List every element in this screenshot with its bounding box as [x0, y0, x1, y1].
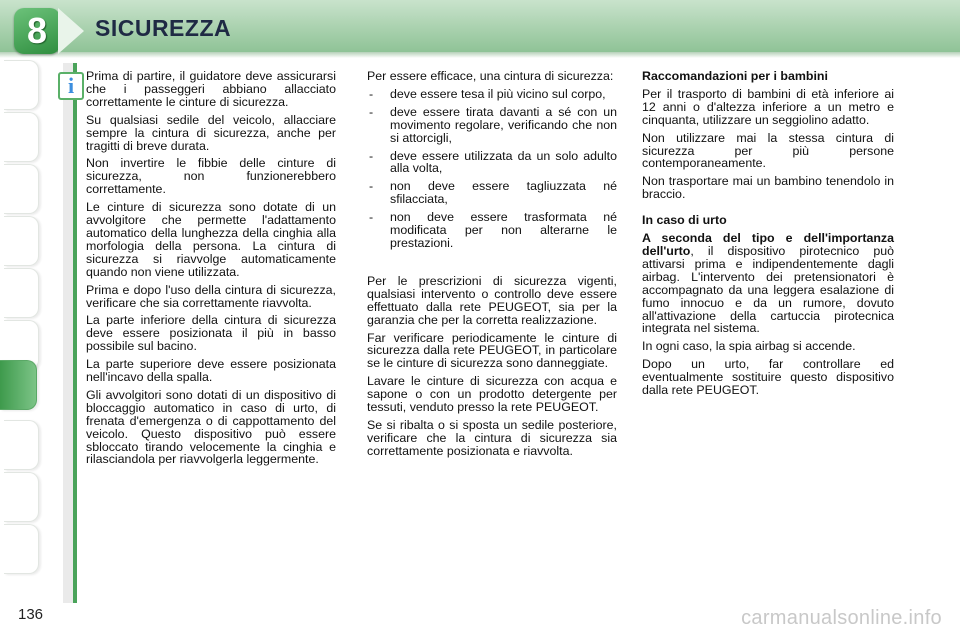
- chapter-tab-active[interactable]: [0, 360, 37, 410]
- column-1: [86, 70, 336, 471]
- column-2: [367, 70, 617, 463]
- paragraph: Le cinture di sicurezza sono dotate di un avvolgitore che permette l'adattamento automatico della lunghezza della cinghia alla morfologia della persona. La cintura di sicurezza si riavvolge automaticamente quando non viene utilizzata.: [86, 200, 336, 279]
- paragraph: La parte superiore deve essere posizionata nell'incavo della spalla.: [86, 357, 336, 385]
- intro-text: Per essere efficace, una cintura di sicurezza:: [367, 69, 614, 83]
- chapter-tab[interactable]: [4, 472, 39, 522]
- chapter-tab[interactable]: [4, 112, 39, 162]
- chapter-tab[interactable]: [4, 164, 39, 214]
- list-item: - deve essere tesa il più vicino sul corpo,: [367, 88, 617, 101]
- paragraph: [642, 232, 894, 335]
- paragraph: Non invertire le fibbie delle cinture di sicurezza, non funzionerebbero correttamente.: [86, 156, 336, 197]
- paragraph: Prima di partire, il guidatore deve assicurarsi che i passeggeri abbiano allacciato correttamente le cinture di sicurezza.: [86, 69, 336, 109]
- paragraph: Su qualsiasi sedile del veicolo, allacciare sempre la cintura di sicurezza, anche per tragitti di breve durata.: [86, 112, 336, 153]
- paragraph: Lavare le cinture di sicurezza con acqua e sapone o con un prodotto detergente per tessuti, venduto presso la rete PEUGEOT.: [367, 374, 617, 415]
- list-item: - non deve essere tagliuzzata né sfilacciata,: [367, 180, 617, 206]
- chapter-number-badge: 8: [14, 8, 60, 54]
- paragraph: Per le prescrizioni di sicurezza vigenti, qualsiasi intervento o controllo deve essere effettuato dalla rete PEUGEOT, sia per la garanzia che per la corretta realizzazione.: [367, 273, 617, 327]
- chapter-tab[interactable]: [4, 524, 39, 574]
- paragraph: Se si ribalta o si sposta un sedile posteriore, verificare che la cintura di sicurezza sia correttamente posizionata e riavvolta.: [367, 417, 617, 458]
- paragraph: Non utilizzare mai la stessa cintura di sicurezza per più persone contemporaneamente.: [642, 130, 894, 171]
- chapter-tabs: [0, 60, 40, 580]
- bold-lead: A seconda del tipo e dell'importanza dell'urto: [642, 231, 894, 258]
- page-number: 136: [18, 606, 44, 623]
- paragraph: La parte inferiore della cintura di sicurezza deve essere posizionata il più in basso possibile sul bacino.: [86, 313, 336, 354]
- section-heading-crash: In caso di urto: [642, 213, 727, 228]
- chapter-tab[interactable]: [4, 420, 39, 470]
- paragraph: Per il trasporto di bambini di età inferiore ai 12 anni o d'altezza inferiore a un metro e cinquanta, utilizzare un seggiolino adatto.: [642, 86, 894, 127]
- chapter-tab[interactable]: [4, 60, 39, 110]
- paragraph: Far verificare periodicamente le cinture di sicurezza dalla rete PEUGEOT, in particolare se le cinture di sicurezza sono danneggiate.: [367, 330, 617, 371]
- list-item: - deve essere utilizzata da un solo adulto alla volta,: [367, 150, 617, 176]
- chapter-tab[interactable]: [4, 268, 39, 318]
- spacer: [367, 255, 617, 275]
- watermark: carmanualsonline.info: [741, 607, 942, 629]
- chapter-tab[interactable]: [4, 216, 39, 266]
- badge-arrow: [58, 8, 84, 54]
- paragraph: Non trasportare mai un bambino tenendolo in braccio.: [642, 174, 894, 202]
- requirements-list: [367, 88, 617, 250]
- section-heading-children: Raccomandazioni per i bambini: [642, 69, 828, 83]
- paragraph: Dopo un urto, far controllare ed eventualmente sostituire questo dispositivo dalla rete PEUGEOT.: [642, 357, 894, 398]
- info-icon: i: [58, 72, 84, 100]
- page-title: SICUREZZA: [95, 15, 232, 41]
- list-item: - non deve essere trasformata né modificata per non alterarne le prestazioni.: [367, 211, 617, 250]
- column-3: [642, 70, 894, 402]
- list-item: - deve essere tirata davanti a sé con un movimento regolare, verificando che non si attorcigli,: [367, 106, 617, 145]
- paragraph: In ogni caso, la spia airbag si accende.: [642, 339, 856, 354]
- paragraph: Gli avvolgitori sono dotati di un dispositivo di bloccaggio automatico in caso di urto, di frenata d'emergenza o di cappottamento del veicolo. Questo dispositivo può essere sbloccato tirando velocemente la cinghia e rilasciandola per riavvolgerla leggermente.: [86, 387, 336, 467]
- lead-rest: , il dispositivo pirotecnico può attivarsi prima e indipendentemente dagli airbag. L'intervento dei pretensionatori è accompagnato da una leggera esalazione di fumo innocuo e da un rumore, dovuto all'attivazione della cartuccia pirotecnica integrata nel sistema.: [642, 243, 894, 336]
- paragraph: Prima e dopo l'uso della cintura di sicurezza, verificare che sia correttamente riavvolta.: [86, 282, 336, 310]
